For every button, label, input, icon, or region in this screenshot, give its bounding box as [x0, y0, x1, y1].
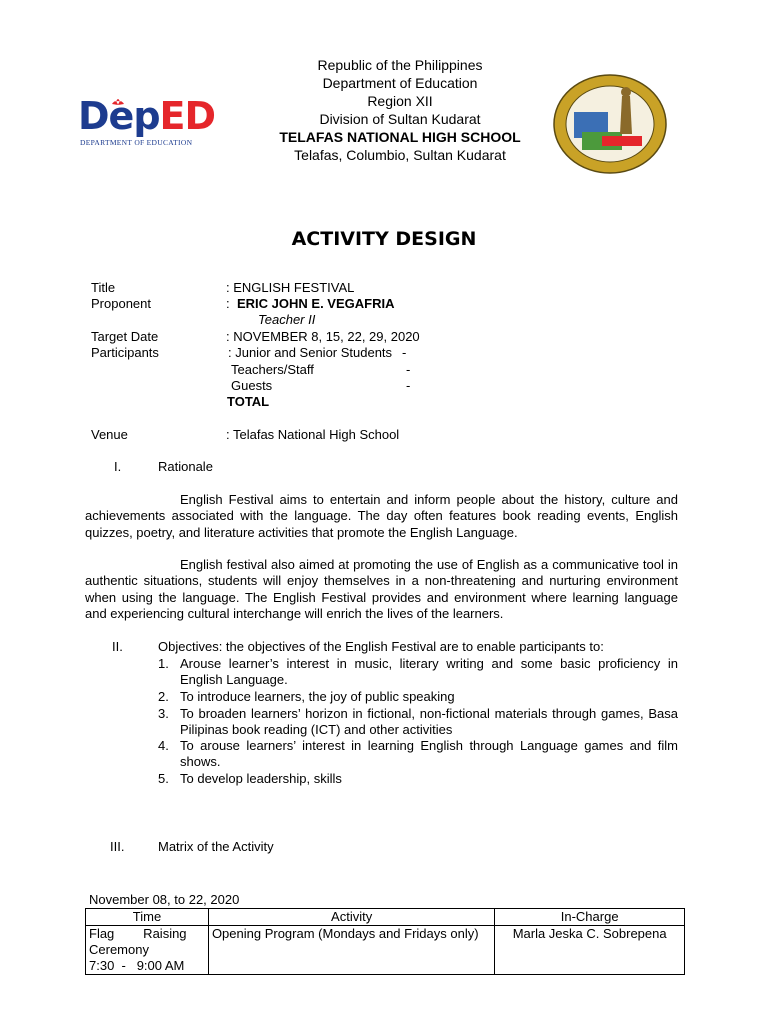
header-line-republic: Republic of the Philippines [317, 57, 483, 73]
field-proponent-label: Proponent [91, 296, 151, 311]
section-number-rationale: I. [114, 459, 122, 474]
list-item-objective: Arouse learner’s interest in music, literary writing and some basic proficiency in English Language. [180, 656, 678, 688]
section-heading-matrix: Matrix of the Activity [158, 839, 274, 854]
field-venue-label: Venue [91, 427, 128, 442]
deped-subtitle: DEPARTMENT OF EDUCATION [80, 138, 193, 147]
rationale-paragraph-2: English festival also aimed at promoting the use of English as a communicative tool in authentic situations, students will enjoy themselves in a non-threatening and nurturing environment when using the language. The English Festival provides and environment where learning language and experiencing cultural interchange will enrich the lives of the learners. [85, 557, 678, 622]
column-header-activity: Activity [208, 909, 494, 926]
participant-count: - [406, 378, 411, 393]
list-item-objective: To broaden learners’ horizon in fictional, non-fictional materials through games, Basa Pilipinas book reading (ICT) and other activities [180, 706, 678, 738]
column-header-time: Time [86, 909, 209, 926]
field-proponent-colon: : [226, 296, 230, 311]
list-item-number: 4. [158, 738, 169, 753]
list-item-objective: To arouse learners’ interest in learning English through Language games and film shows. [180, 738, 678, 770]
participant-count: - [406, 362, 411, 377]
field-venue-value: : Telafas National High School [226, 427, 400, 442]
cell-time-line: Ceremony [89, 942, 149, 957]
section-heading-rationale: Rationale [158, 459, 213, 474]
deped-logo [78, 96, 218, 152]
matrix-date-range: November 08, to 22, 2020 [89, 892, 240, 907]
field-participants-label: Participants [91, 345, 159, 360]
division-seal [552, 74, 668, 174]
field-date-value: : NOVEMBER 8, 15, 22, 29, 2020 [226, 329, 420, 344]
school-address: Telafas, Columbio, Sultan Kudarat [294, 147, 506, 163]
cell-time-line: Flag Raising [89, 926, 187, 941]
cell-in-charge: Marla Jeska C. Sobrepena [495, 926, 685, 975]
header-line-region: Region XII [367, 93, 433, 109]
participant-count: - [402, 345, 407, 360]
participant-name: Guests [231, 378, 273, 393]
document-title: ACTIVITY DESIGN [291, 228, 477, 250]
cell-activity: Opening Program (Mondays and Fridays only) [208, 926, 494, 975]
participant-name: Teachers/Staff [231, 362, 314, 377]
section-number-objectives: II. [112, 639, 123, 654]
objectives-intro: Objectives: the objectives of the English Festival are to enable participants to: [158, 639, 604, 654]
field-title-value: : ENGLISH FESTIVAL [226, 280, 355, 295]
list-item-number: 1. [158, 656, 169, 671]
school-name: TELAFAS NATIONAL HIGH SCHOOL [279, 129, 521, 145]
header-line-deped: Department of Education [322, 75, 478, 91]
section-number-matrix: III. [110, 839, 125, 854]
field-title-label: Title [91, 280, 116, 295]
participant-name: : Junior and Senior Students [228, 345, 393, 360]
activity-matrix-table [85, 908, 685, 975]
deped-dep-text: Dep [78, 94, 160, 138]
table-row [86, 926, 685, 975]
list-item-objective: To develop leadership, skills [180, 771, 342, 786]
column-header-in-charge: In-Charge [495, 909, 685, 926]
cell-time [86, 926, 209, 975]
cell-time-line: 7:30 - 9:00 AM [89, 958, 185, 973]
list-item-number: 2. [158, 689, 169, 704]
list-item-objective: To introduce learners, the joy of public speaking [180, 689, 455, 704]
list-item-number: 3. [158, 706, 169, 721]
header-line-division: Division of Sultan Kudarat [319, 111, 481, 127]
field-proponent-value: ERIC JOHN E. VEGAFRIA [237, 296, 395, 311]
deped-ed-text: ED [159, 94, 216, 138]
list-item-number: 5. [158, 771, 169, 786]
field-date-label: Target Date [91, 329, 159, 344]
division-seal-graphic [552, 74, 668, 174]
participants-total-label: TOTAL [227, 394, 270, 409]
table-header-row [86, 909, 685, 926]
rationale-paragraph-1: English Festival aims to entertain and inform people about the history, culture and achievements associated with the language. The day often features book reading events, English quizzes, poetry, and literature activities that promote the English Language. [85, 492, 678, 540]
field-proponent-position: Teacher II [258, 312, 316, 327]
